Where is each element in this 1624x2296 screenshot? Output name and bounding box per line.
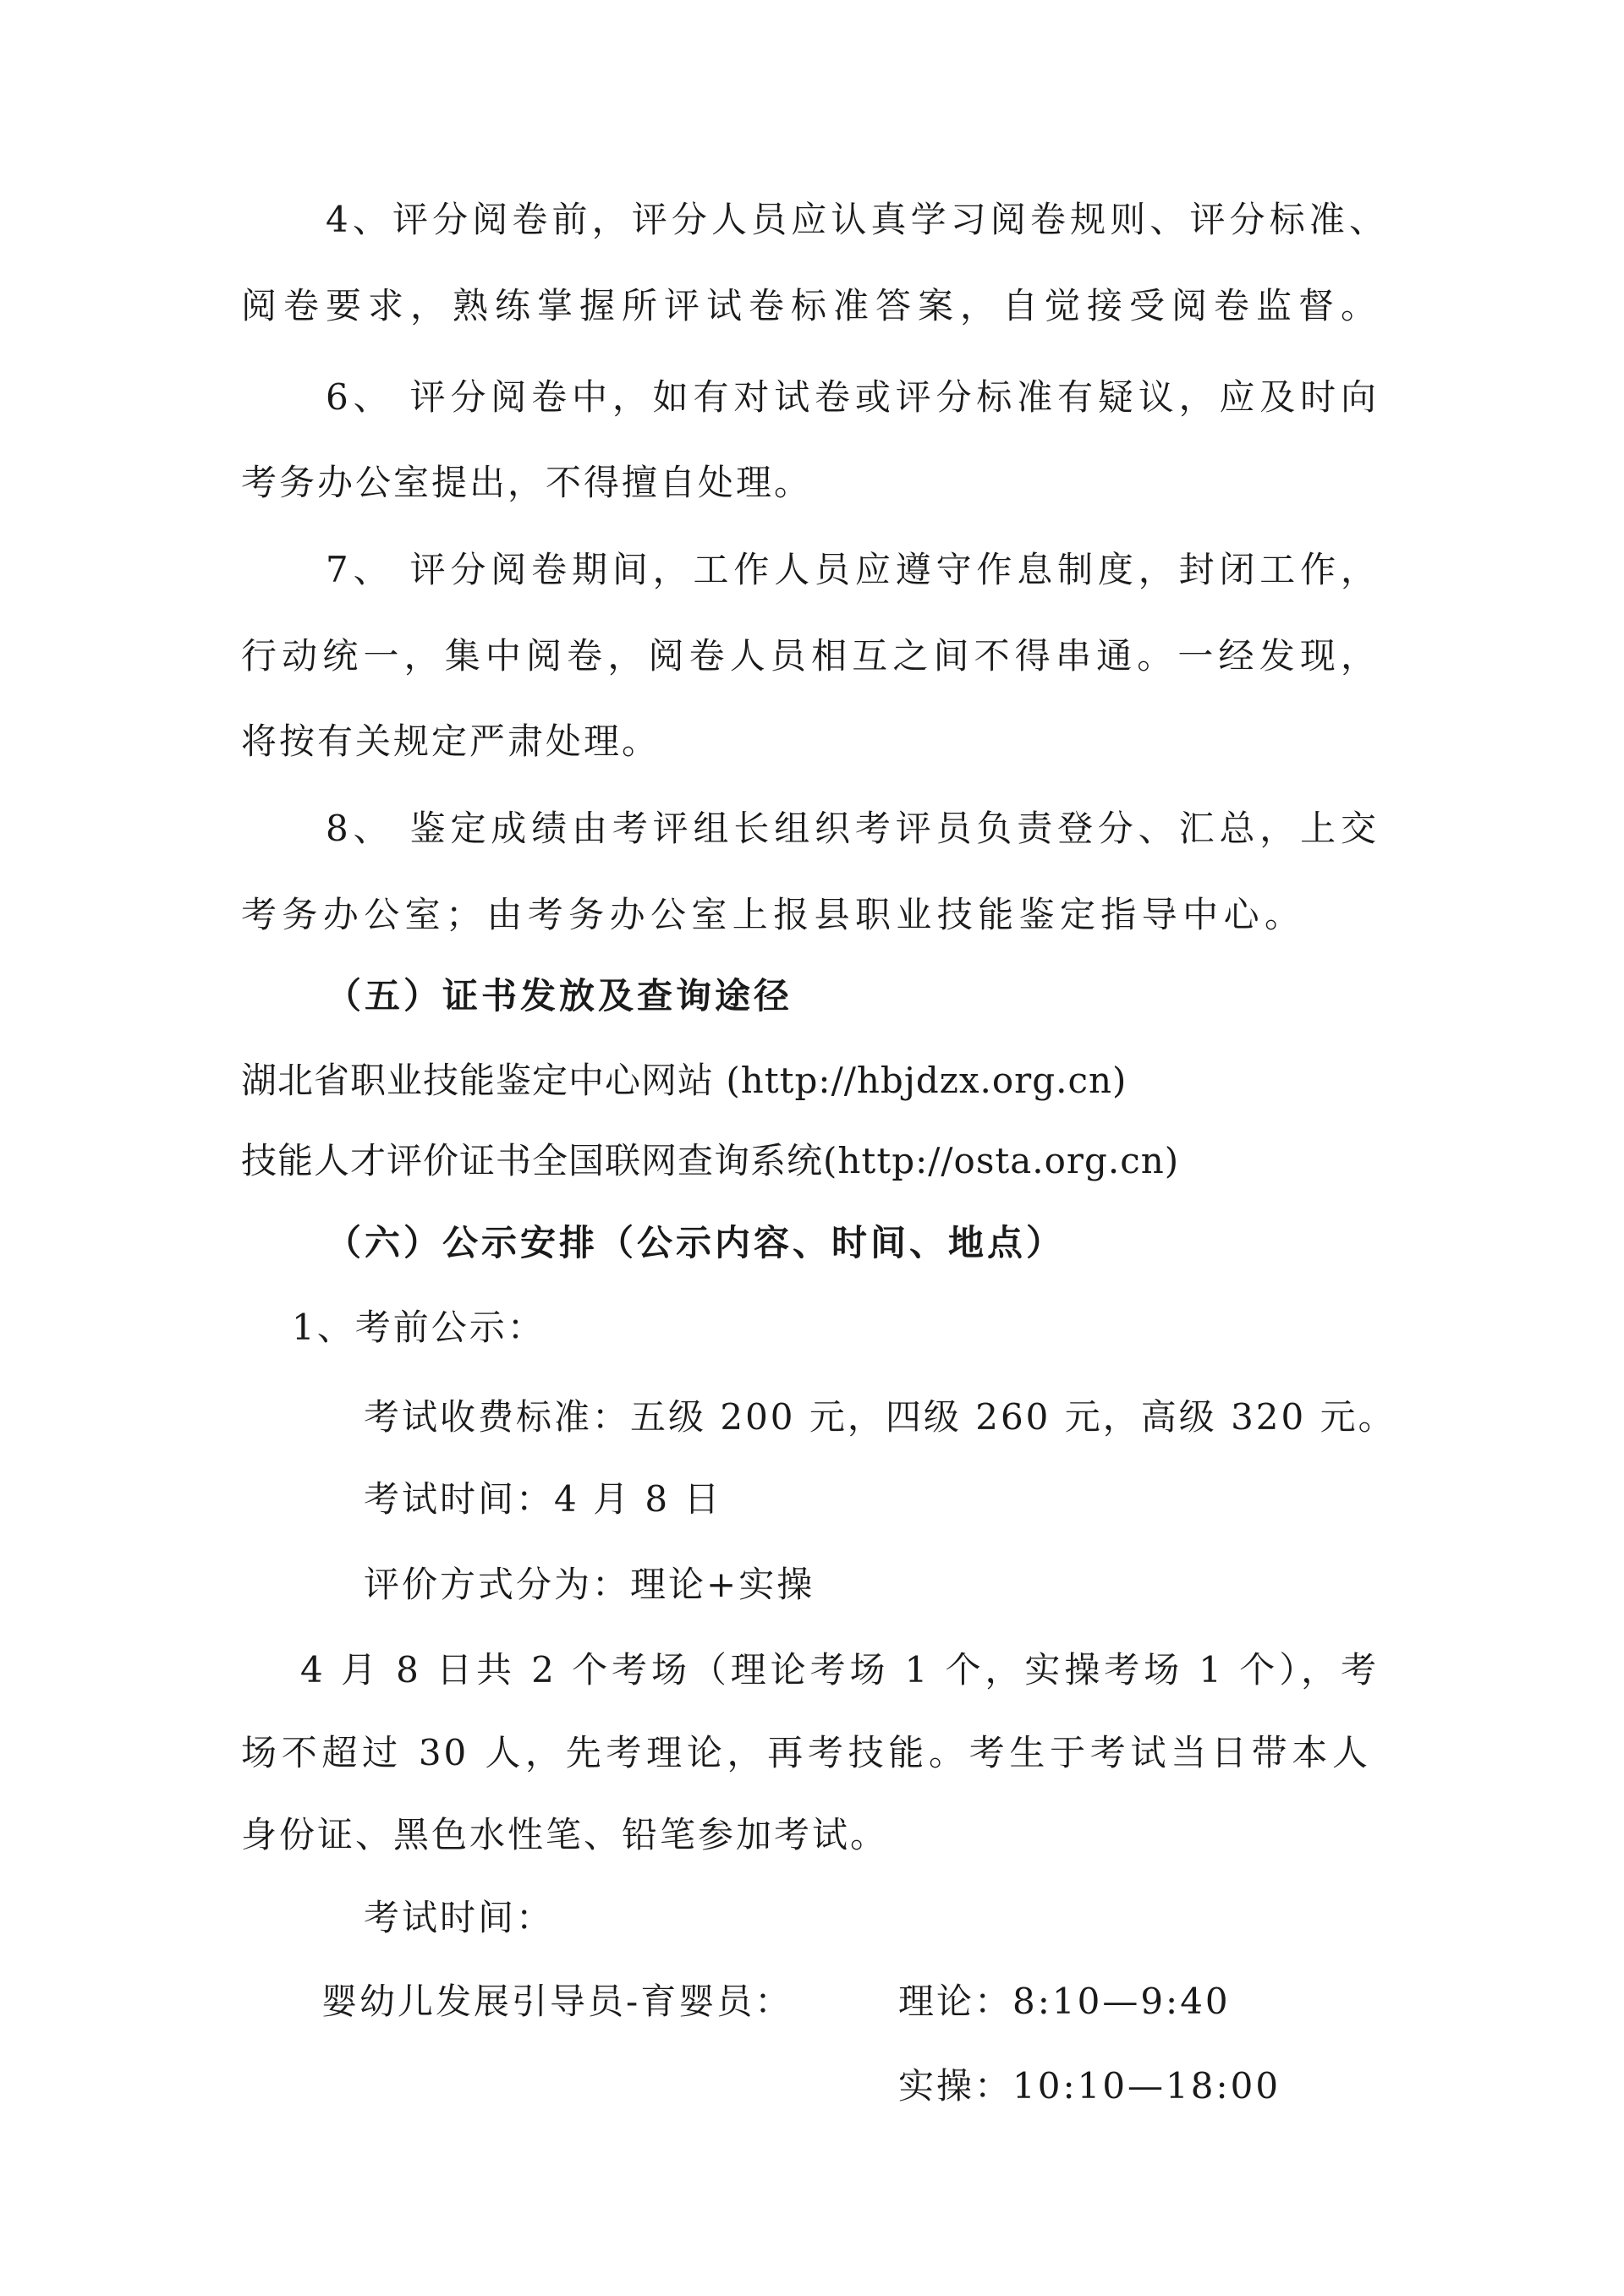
section-5-heading: （五）证书发放及查询途径: [326, 975, 793, 1016]
evaluation-method: 评价方式分为：理论+实操: [364, 1564, 815, 1605]
paragraph-7-line-1: 7、 评分阅卷期间，工作人员应遵守作息制度，封闭工作，: [326, 549, 1379, 590]
paragraph-6-line-2: 考务办公室提出，不得擅自处理。: [241, 462, 813, 503]
paragraph-7-line-2: 行动统一，集中阅卷，阅卷人员相互之间不得串通。一经发现，: [241, 635, 1379, 677]
exam-time-heading: 考试时间：: [364, 1897, 555, 1938]
theory-exam-time: 理论：8:10—9:40: [898, 1981, 1231, 2022]
exam-date: 考试时间：4 月 8 日: [364, 1478, 722, 1520]
paragraph-4-line-1: 4、评分阅卷前，评分人员应认真学习阅卷规则、评分标准、: [326, 199, 1387, 240]
paragraph-8-line-1: 8、 鉴定成绩由考评组长组织考评员负责登分、汇总，上交: [326, 808, 1379, 849]
paragraph-4-line-2: 阅卷要求，熟练掌握所评试卷标准答案，自觉接受阅卷监督。: [241, 285, 1379, 326]
paragraph-8-line-2: 考务办公室；由考务办公室上报县职业技能鉴定指导中心。: [241, 894, 1303, 935]
practical-exam-time: 实操：10:10—18:00: [898, 2065, 1281, 2107]
exam-fee-standard: 考试收费标准：五级 200 元，四级 260 元，高级 320 元。: [364, 1396, 1396, 1438]
paragraph-7-line-3: 将按有关规定严肃处理。: [241, 721, 661, 762]
national-query-system: 技能人才评价证书全国联网查询系统(http://osta.org.cn): [241, 1140, 1180, 1181]
pre-exam-notice-heading: 1、考前公示：: [292, 1307, 546, 1348]
occupation-name: 婴幼儿发展引导员-育婴员：: [321, 1981, 793, 2022]
exam-room-line-1: 4 月 8 日共 2 个考场（理论考场 1 个，实操考场 1 个），考: [300, 1649, 1379, 1690]
exam-room-line-2: 场不超过 30 人，先考理论，再考技能。考生于考试当日带本人: [241, 1732, 1370, 1773]
exam-room-line-3: 身份证、黑色水性笔、铅笔参加考试。: [241, 1814, 889, 1855]
paragraph-6-line-1: 6、 评分阅卷中，如有对试卷或评分标准有疑议，应及时向: [326, 376, 1379, 418]
section-6-heading: （六）公示安排（公示内容、时间、地点）: [326, 1222, 1066, 1263]
hubei-center-website: 湖北省职业技能鉴定中心网站 (http://hbjdzx.org.cn): [241, 1060, 1127, 1101]
